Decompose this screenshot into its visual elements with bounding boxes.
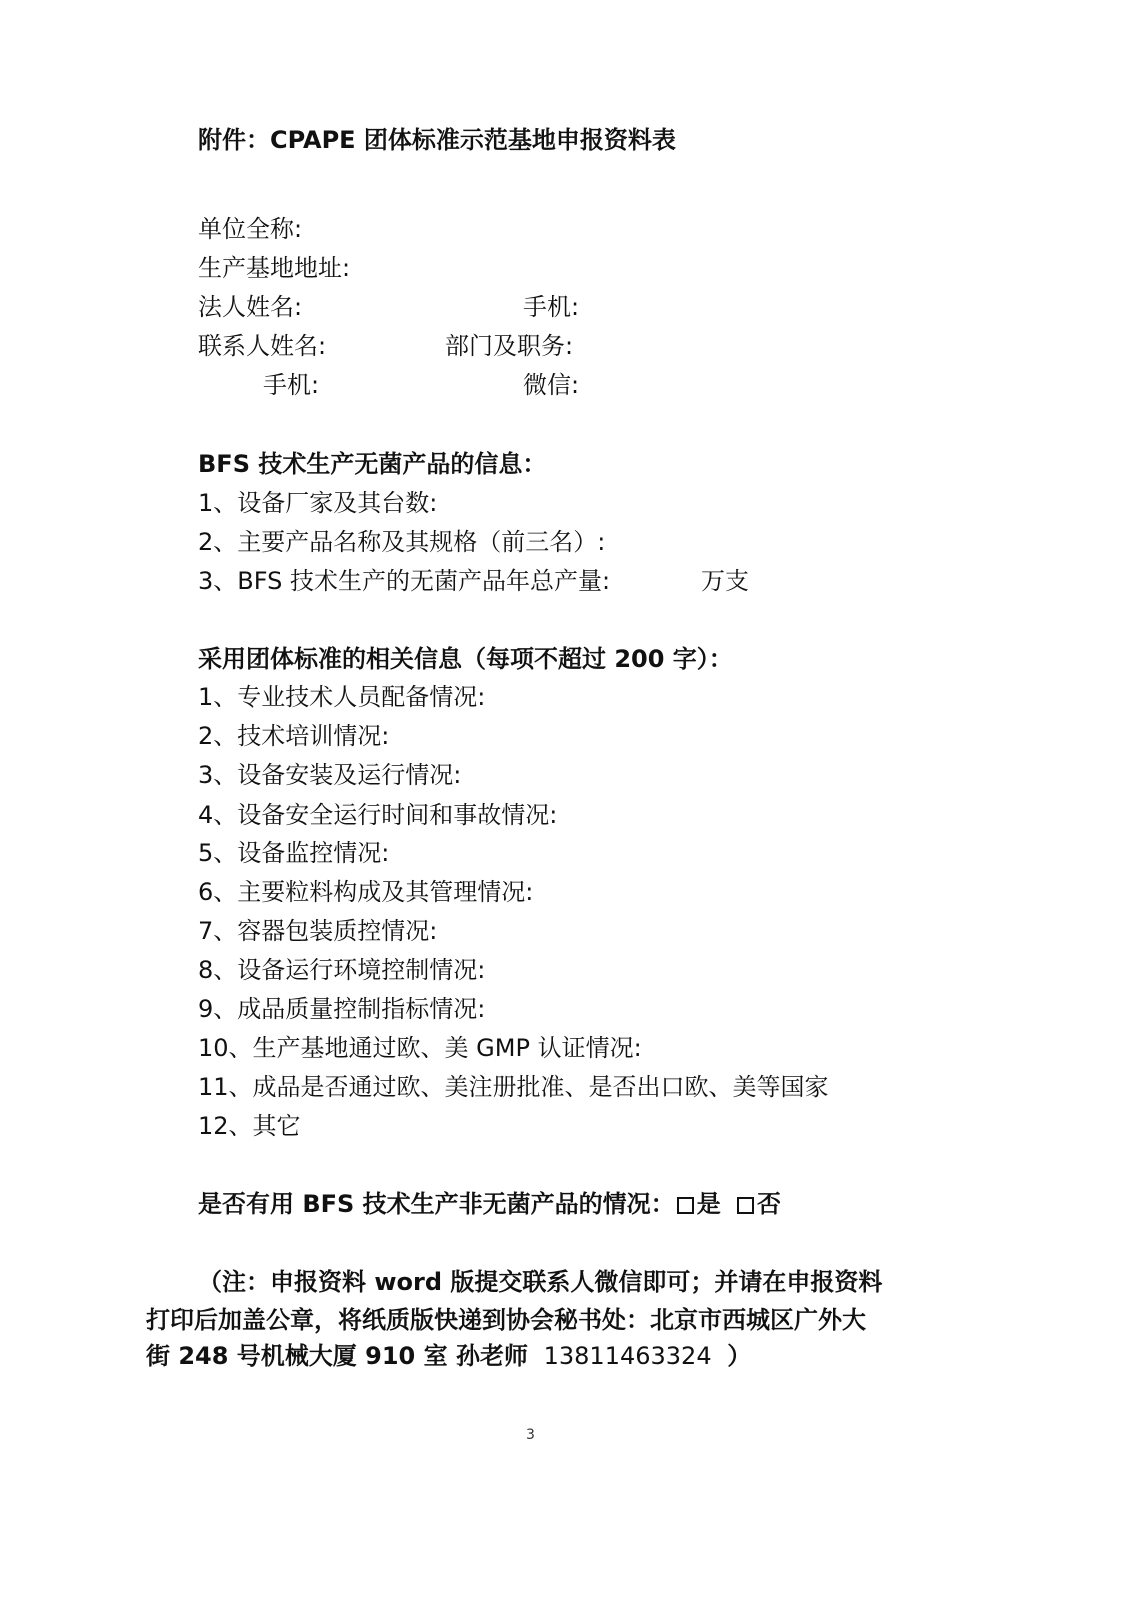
standard-item: 7、容器包装质控情况: xyxy=(198,917,438,945)
standard-item: 4、设备安全运行时间和事故情况: xyxy=(198,801,558,829)
no-label: 否 xyxy=(757,1190,782,1218)
yes-checkbox[interactable] xyxy=(677,1197,694,1214)
org-name-label: 单位全称: xyxy=(198,215,303,243)
document-title: 附件：CPAPE 团体标准示范基地申报资料表 xyxy=(198,126,676,154)
contact-phone-number: 13811463324 xyxy=(543,1342,712,1370)
yes-label: 是 xyxy=(696,1190,721,1218)
base-address-label: 生产基地地址: xyxy=(198,254,351,282)
legal-person-label: 法人姓名: xyxy=(198,293,303,321)
standard-section-heading: 采用团体标准的相关信息（每项不超过 200 字）： xyxy=(198,645,733,673)
standard-item: 11、成品是否通过欧、美注册批准、是否出口欧、美等国家 xyxy=(198,1073,829,1101)
no-checkbox[interactable] xyxy=(737,1197,754,1214)
note-line-3 xyxy=(146,1341,751,1371)
standard-item: 12、其它 xyxy=(198,1112,301,1140)
note-close-paren: ） xyxy=(727,1342,752,1370)
output-unit: 万支 xyxy=(701,567,749,595)
standard-item: 9、成品质量控制指标情况: xyxy=(198,995,486,1023)
standard-item: 5、设备监控情况: xyxy=(198,839,390,867)
note-line-2: 打印后加盖公章，将纸质版快递到协会秘书处：北京市西城区广外大 xyxy=(146,1306,866,1334)
standard-item: 6、主要粒料构成及其管理情况: xyxy=(198,878,534,906)
page-number: 3 xyxy=(526,1427,535,1443)
standard-item: 3、设备安装及运行情况: xyxy=(198,761,462,789)
contact-name-label: 联系人姓名: xyxy=(198,332,327,360)
bfs-item: 2、主要产品名称及其规格（前三名）: xyxy=(198,528,606,556)
bfs-item: 3、BFS 技术生产的无菌产品年总产量: xyxy=(198,567,611,595)
standard-item: 8、设备运行环境控制情况: xyxy=(198,956,486,984)
bfs-section-heading: BFS 技术生产无菌产品的信息： xyxy=(198,450,547,478)
contact-phone-label: 手机: xyxy=(263,371,320,399)
standard-item: 2、技术培训情况: xyxy=(198,722,390,750)
department-label: 部门及职务: xyxy=(445,332,574,360)
standard-item: 10、生产基地通过欧、美 GMP 认证情况: xyxy=(198,1034,642,1062)
non-sterile-question-row xyxy=(198,1189,781,1219)
legal-phone-label: 手机: xyxy=(523,293,580,321)
note-line-1: （注：申报资料 word 版提交联系人微信即可；并请在申报资料 xyxy=(198,1268,883,1296)
wechat-label: 微信: xyxy=(523,371,580,399)
non-sterile-question: 是否有用 BFS 技术生产非无菌产品的情况： xyxy=(198,1190,675,1218)
standard-item: 1、专业技术人员配备情况: xyxy=(198,683,486,711)
bfs-item: 1、设备厂家及其台数: xyxy=(198,489,438,517)
note-address: 街 248 号机械大厦 910 室 孙老师 xyxy=(146,1342,528,1370)
